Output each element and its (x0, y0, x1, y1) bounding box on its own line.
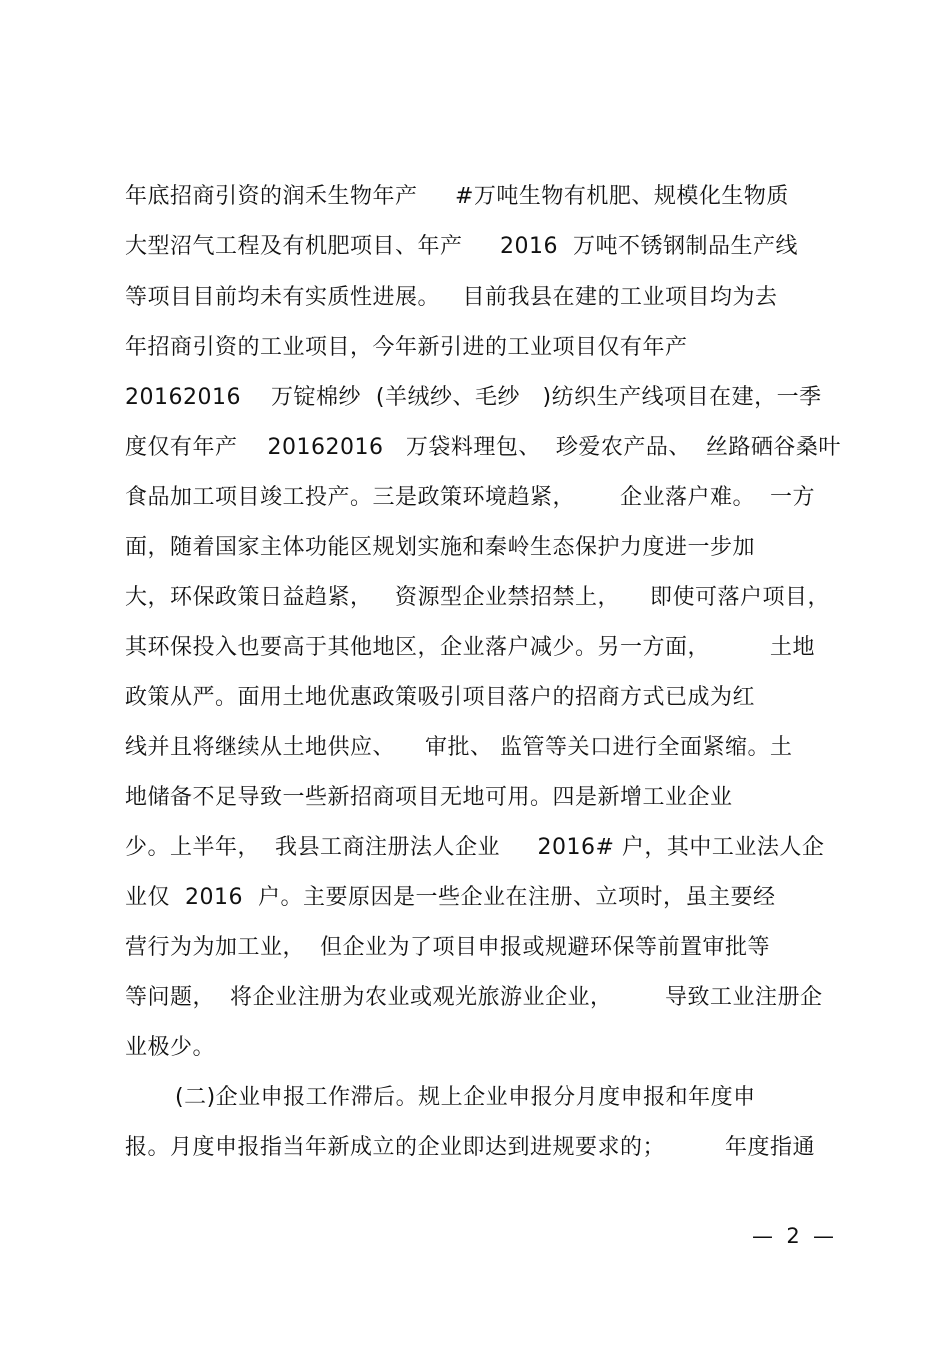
body-text-line: 年底招商引资的润禾生物年产 #万吨生物有机肥、规模化生物质 (125, 184, 789, 209)
body-text-line: 等问题， 将企业注册为农业或观光旅游业企业， 导致工业注册企 (125, 985, 823, 1010)
body-text-line: 度仅有年产 20162016 万袋料理包、 珍爱农产品、 丝路硒谷桑叶 (125, 435, 841, 460)
body-text-line: 报。月度申报指当年新成立的企业即达到进规要求的； 年度指通 (125, 1135, 815, 1160)
section-heading-line: (二)企业申报工作滞后。规上企业申报分月度申报和年度申 (175, 1085, 756, 1110)
body-text-line: 政策从严。面用土地优惠政策吸引项目落户的招商方式已成为红 (125, 685, 756, 710)
body-text-line: 营行为为加工业， 但企业为了项目申报或规避环保等前置审批等 (125, 935, 770, 960)
body-text-line: 地储备不足导致一些新招商项目无地可用。四是新增工业企业 (125, 785, 733, 810)
body-text-line: 食品加工项目竣工投产。三是政策环境趋紧， 企业落户难。 一方 (125, 485, 815, 510)
body-text-line: 少。上半年， 我县工商注册法人企业 2016# 户，其中工业法人企 (125, 835, 825, 860)
body-text-line: 面，随着国家主体功能区规划实施和秦岭生态保护力度进一步加 (125, 535, 756, 560)
body-text-line: 大型沼气工程及有机肥项目、年产 2016 万吨不锈钢制品生产线 (125, 234, 798, 259)
body-text-line: 业仅 2016 户。主要原因是一些企业在注册、立项时，虽主要经 (125, 885, 776, 910)
body-text-line: 等项目目前均未有实质性进展。 目前我县在建的工业项目均为去 (125, 285, 778, 310)
body-text-line: 20162016 万锭棉纱 (羊绒纱、毛纱 )纺织生产线项目在建，一季 (125, 385, 822, 410)
body-text-line: 年招商引资的工业项目，今年新引进的工业项目仅有年产 (125, 335, 688, 360)
body-text-line: 线并且将继续从土地供应、 审批、 监管等关口进行全面紧缩。土 (125, 735, 793, 760)
body-text-line: 其环保投入也要高于其他地区，企业落户减少。另一方面， 土地 (125, 635, 815, 660)
body-text-line: 业极少。 (125, 1035, 216, 1060)
body-text-line: 大，环保政策日益趋紧， 资源型企业禁招禁上， 即使可落户项目， (125, 585, 830, 610)
page-number: — 2 — (752, 1224, 835, 1248)
